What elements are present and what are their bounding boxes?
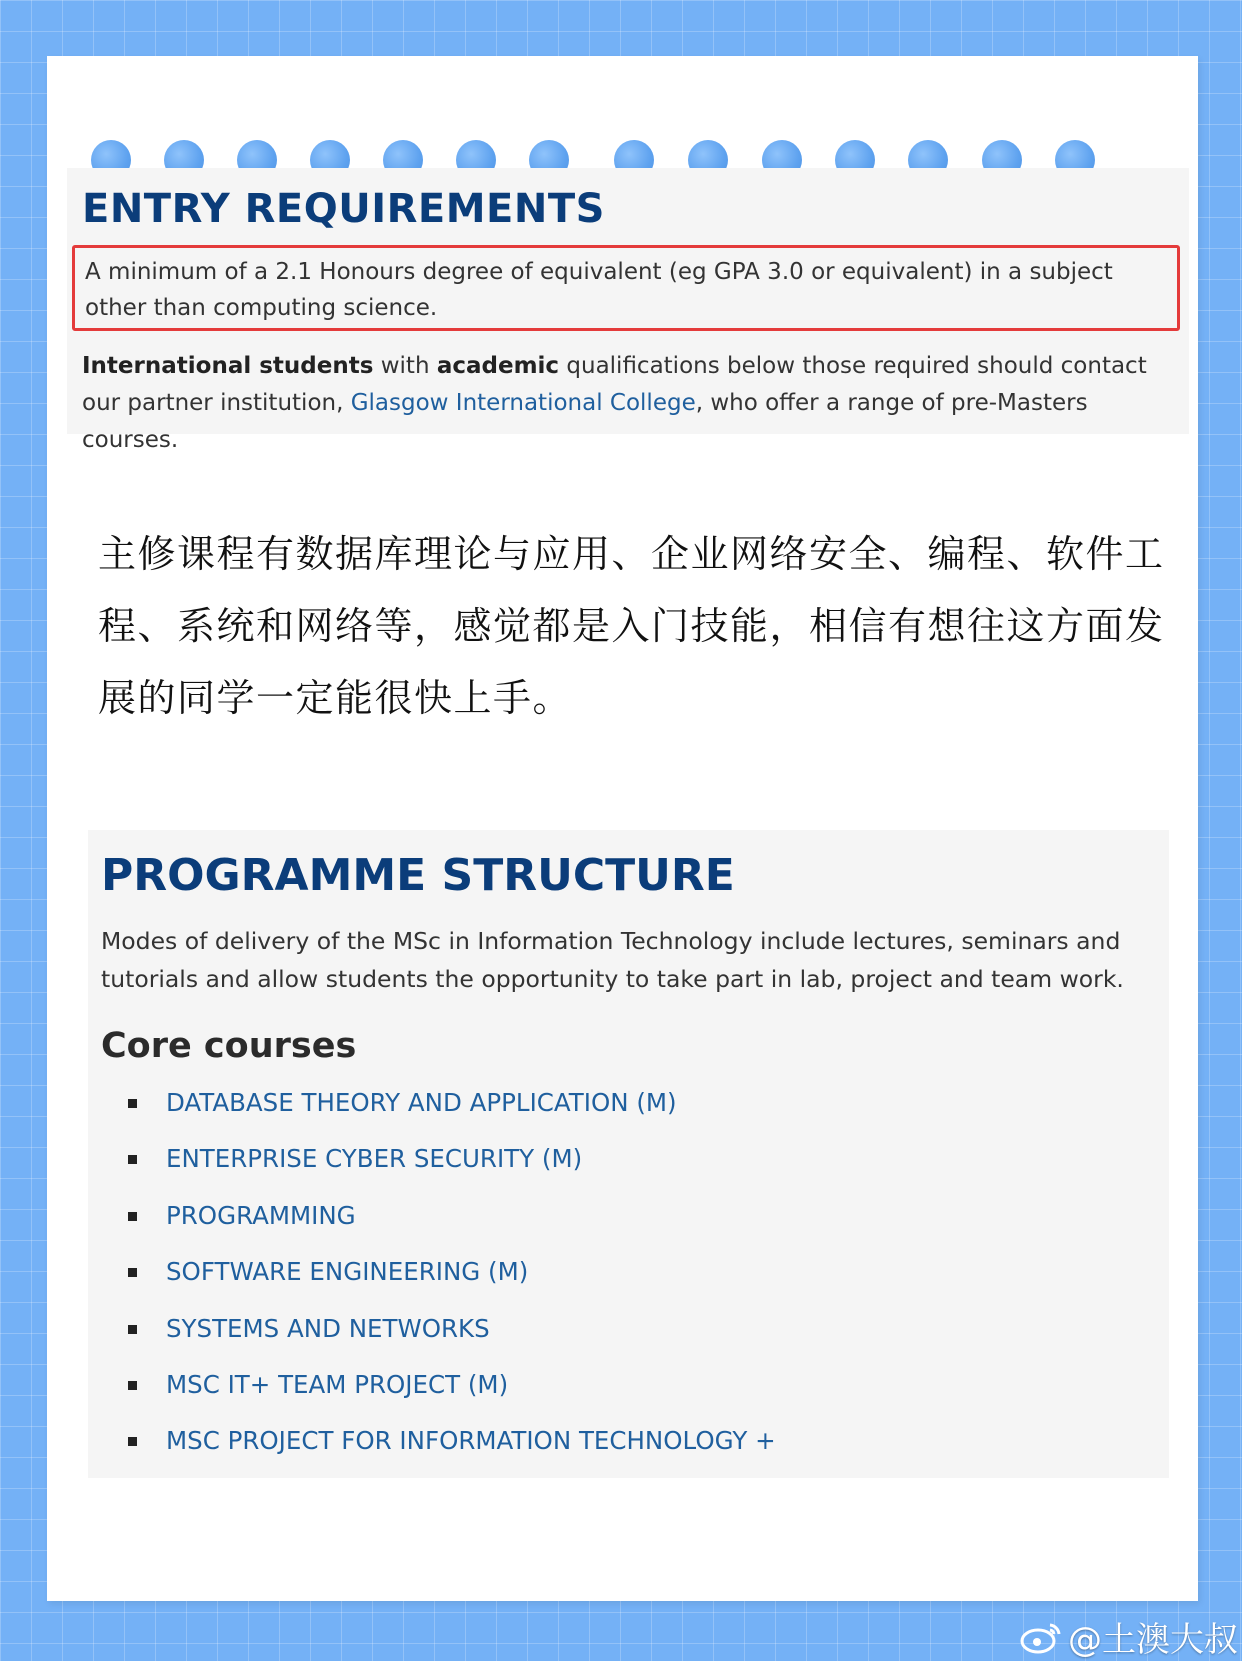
intl-text-3: , who offer a range of pre-Masters courses. (82, 390, 1088, 453)
intl-bold-academic: academic (436, 353, 560, 379)
entry-requirements-section (67, 168, 1189, 453)
course-item[interactable] (128, 1131, 776, 1187)
course-item[interactable] (128, 1357, 776, 1413)
notebook-paper (47, 56, 1198, 1601)
bullet-icon (128, 1099, 137, 1108)
course-item[interactable] (128, 1413, 776, 1469)
course-item[interactable] (128, 1188, 776, 1244)
requirement-text: A minimum of a 2.1 Honours degree of equivalent (eg GPA 3.0 or equivalent) in a subject other than computing science. (85, 259, 1113, 321)
bullet-icon (128, 1155, 137, 1164)
intl-text-2: qualifications below those required should contact our partner institution, (82, 353, 1147, 416)
course-link[interactable]: MSC PROJECT FOR INFORMATION TECHNOLOGY + (166, 1426, 776, 1456)
programme-description: Modes of delivery of the MSc in Information Technology include lectures, seminars and tutorials and allow students the opportunity to take part in lab, project and team work. (101, 927, 1124, 993)
watermark-handle: @土澳大叔 (1068, 1620, 1238, 1660)
intl-bold-students: International students (82, 353, 374, 379)
bullet-icon (128, 1325, 137, 1334)
course-link[interactable]: SYSTEMS AND NETWORKS (166, 1313, 490, 1343)
course-item[interactable] (128, 1244, 776, 1300)
course-link[interactable]: MSC IT+ TEAM PROJECT (M) (166, 1369, 509, 1399)
glasgow-college-link[interactable]: Glasgow International College (350, 390, 696, 416)
programme-structure-heading: PROGRAMME STRUCTURE (101, 850, 735, 901)
intl-text-1: with (373, 353, 437, 379)
bullet-icon (128, 1381, 137, 1390)
course-item[interactable] (128, 1075, 776, 1131)
bullet-icon (128, 1437, 137, 1446)
course-link[interactable]: DATABASE THEORY AND APPLICATION (M) (166, 1088, 677, 1117)
programme-structure-section (88, 830, 1169, 1478)
course-item[interactable] (128, 1301, 776, 1357)
commentary-text: 主修课程有数据库理论与应用、企业网络安全、编程、软件工程、系统和网络等，感觉都是入门技能，相信有想往这方面发展的同学一定能很快上手。 (98, 532, 1165, 720)
international-students-note (82, 348, 1177, 459)
highlighted-requirement-box (72, 245, 1180, 331)
weibo-icon (1020, 1620, 1062, 1654)
watermark (1020, 1612, 1238, 1661)
core-courses-list (128, 1075, 776, 1470)
bullet-icon (128, 1212, 137, 1221)
course-link[interactable]: PROGRAMMING (166, 1200, 356, 1230)
core-courses-heading: Core courses (101, 1026, 357, 1066)
bullet-icon (128, 1268, 137, 1277)
entry-requirements-heading: ENTRY REQUIREMENTS (82, 186, 605, 232)
course-link[interactable]: SOFTWARE ENGINEERING (M) (166, 1257, 529, 1287)
course-link[interactable]: ENTERPRISE CYBER SECURITY (M) (166, 1144, 583, 1174)
